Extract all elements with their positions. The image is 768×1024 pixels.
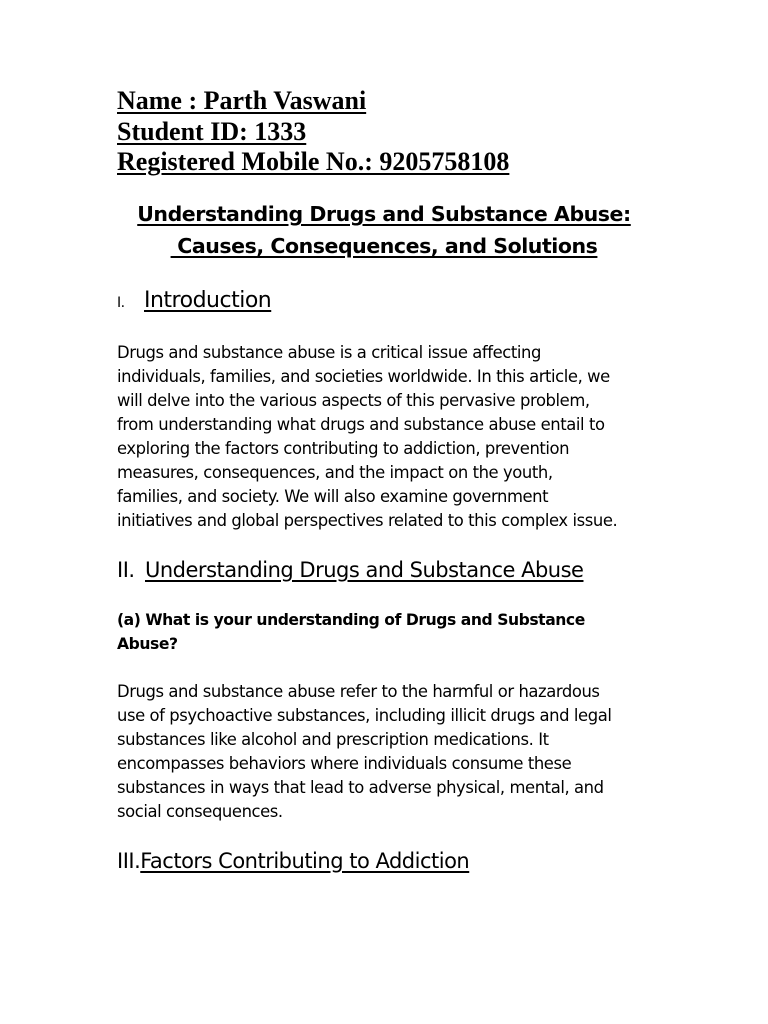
section-3-title: Factors Contributing to Addiction [140,849,470,873]
section-2-paragraph [117,680,677,824]
section-1-title: Introduction [144,288,272,313]
paragraph-line: substances like alcohol and prescription medications. It [117,730,549,749]
registered-mobile: Registered Mobile No.: 9205758108 [117,147,510,176]
paragraph-line: from understanding what drugs and substance abuse entail to [117,415,605,434]
section-2-number: II. [117,558,135,582]
paragraph-line: Drugs and substance abuse is a critical issue affecting [117,343,541,362]
section-2-subquestion [117,608,585,656]
paragraph-line: individuals, families, and societies worldwide. In this article, we [117,367,610,386]
student-name: Name : Parth Vaswani [117,86,367,115]
student-id: Student ID: 1333 [117,116,307,146]
section-1-paragraph [117,341,677,533]
paragraph-line: encompasses behaviors where individuals consume these [117,754,572,773]
paragraph-line: will delve into the various aspects of this pervasive problem, [117,391,590,410]
section-3-number: III. [117,849,141,873]
paragraph-line: use of psychoactive substances, including illicit drugs and legal [117,706,612,725]
paragraph-line: exploring the factors contributing to addiction, prevention [117,439,570,458]
paragraph-line: Drugs and substance abuse refer to the harmful or hazardous [117,682,600,701]
section-1-heading [117,286,271,317]
student-info-header [117,86,509,178]
section-3-heading [117,847,469,875]
section-1-number: I. [117,295,125,311]
paragraph-line: families, and society. We will also examine government [117,487,549,506]
subquestion-line: (a) What is your understanding of Drugs and Substance [117,611,585,629]
paragraph-line: substances in ways that lead to adverse physical, mental, and [117,778,604,797]
title-line-2: Causes, Consequences, and Solutions [170,234,598,258]
document-title [80,198,688,262]
subquestion-line: Abuse? [117,635,178,653]
paragraph-line: initiatives and global perspectives related to this complex issue. [117,511,618,530]
section-2-heading [117,556,583,584]
paragraph-line: social consequences. [117,802,283,821]
paragraph-line: measures, consequences, and the impact on the youth, [117,463,553,482]
title-line-1: Understanding Drugs and Substance Abuse: [137,202,631,226]
section-2-title: Understanding Drugs and Substance Abuse [145,558,584,582]
